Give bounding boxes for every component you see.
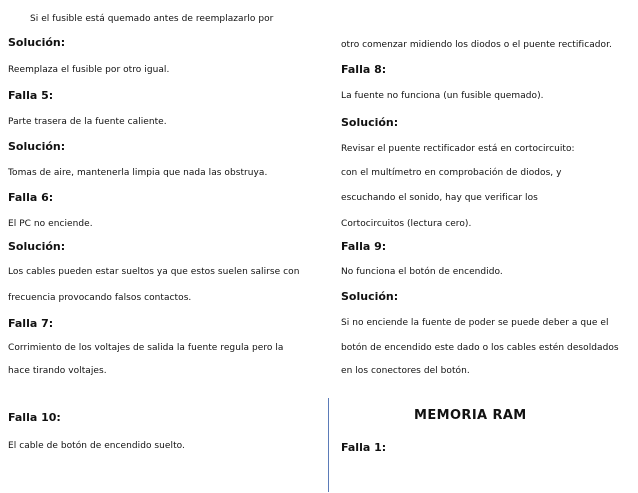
falla-10-text: El cable de botón de encendido suelto. — [8, 441, 185, 451]
falla-9-heading: Falla 9: — [341, 240, 387, 253]
falla-9-text: No funciona el botón de encendido. — [341, 267, 503, 277]
falla-7-text-line-1: Corrimiento de los voltajes de salida la fuente regula pero la — [8, 343, 284, 353]
solution-8-text-line-4: Cortocircuitos (lectura cero). — [341, 219, 472, 229]
solution-8-text-line-2: con el multímetro en comprobación de diodos, y — [341, 168, 562, 178]
solution-text: Reemplaza el fusible por otro igual. — [8, 65, 170, 75]
solution-6-text-line-1: Los cables pueden estar sueltos ya que estos suelen salirse con — [8, 267, 300, 277]
solution-5-text: Tomas de aire, mantenerla limpia que nada las obstruya. — [8, 168, 268, 178]
falla-8-text: La fuente no funciona (un fusible quemado). — [341, 91, 544, 101]
falla-6-text: El PC no enciende. — [8, 219, 93, 229]
falla-8-heading: Falla 8: — [341, 63, 387, 76]
solution-6-text-line-2: frecuencia provocando falsos contactos. — [8, 293, 192, 303]
solution-heading: Solución: — [8, 36, 66, 49]
falla-7-heading: Falla 7: — [8, 317, 54, 330]
right-continuation-line: otro comenzar midiendo los diodos o el puente rectificador. — [341, 40, 612, 50]
falla-10-heading: Falla 10: — [8, 411, 61, 424]
solution-9-text-line-1: Si no enciende la fuente de poder se puede deber a que el — [341, 318, 609, 328]
falla-7-text-line-2: hace tirando voltajes. — [8, 366, 107, 376]
left-top-line: Si el fusible está quemado antes de reemplazarlo por — [30, 14, 274, 24]
solution-5-heading: Solución: — [8, 140, 66, 153]
solution-8-heading: Solución: — [341, 116, 399, 129]
section-title-memoria-ram: MEMORIA RAM — [414, 408, 527, 423]
solution-9-heading: Solución: — [341, 290, 399, 303]
column-divider — [328, 398, 329, 492]
falla-6-heading: Falla 6: — [8, 191, 54, 204]
solution-6-heading: Solución: — [8, 240, 66, 253]
solution-9-text-line-3: en los conectores del botón. — [341, 366, 470, 376]
falla-5-text: Parte trasera de la fuente caliente. — [8, 117, 167, 127]
solution-9-text-line-2: botón de encendido este dado o los cables estén desoldados — [341, 343, 619, 353]
solution-8-text-line-3: escuchando el sonido, hay que verificar los — [341, 193, 538, 203]
falla-5-heading: Falla 5: — [8, 89, 54, 102]
solution-8-text-line-1: Revisar el puente rectificador está en cortocircuito: — [341, 144, 575, 154]
falla-1-heading: Falla 1: — [341, 441, 387, 454]
